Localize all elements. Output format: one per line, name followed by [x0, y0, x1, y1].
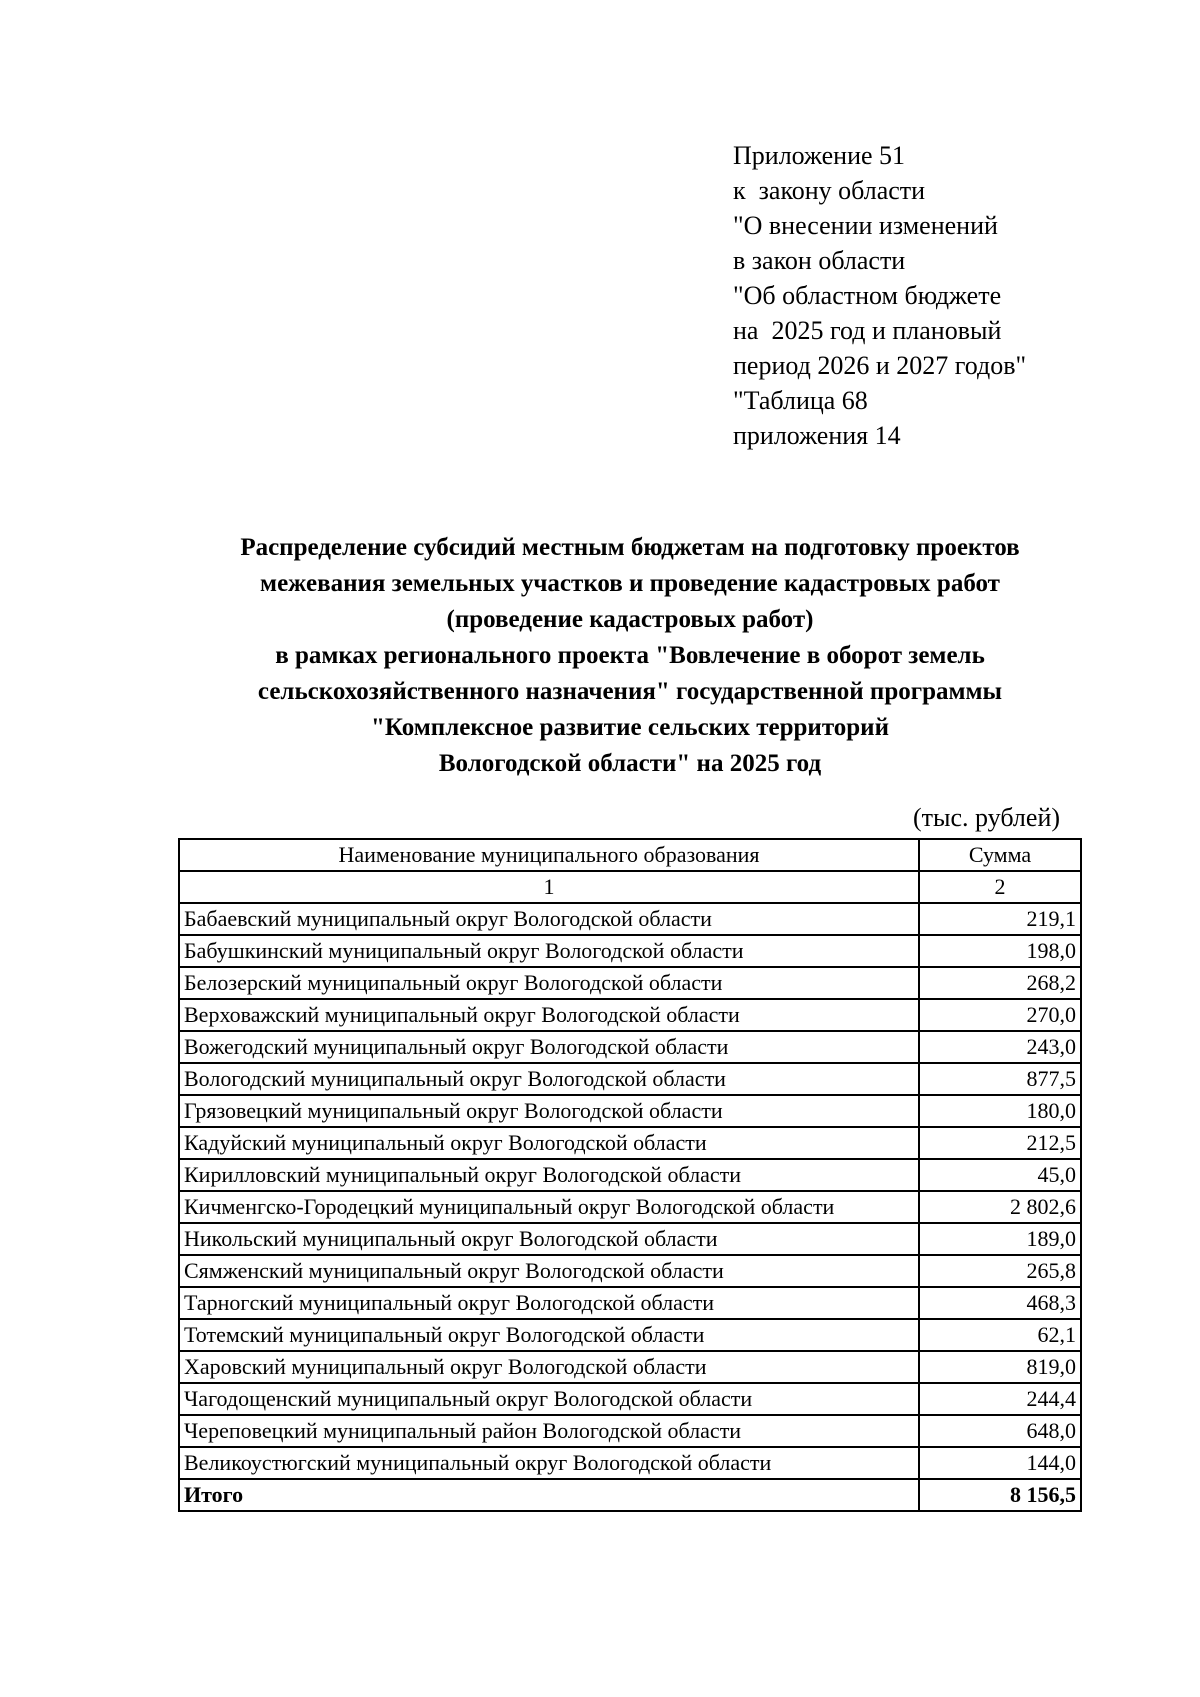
- appendix-line: приложения 14: [733, 421, 901, 450]
- row-sum: 877,5: [919, 1063, 1081, 1095]
- appendix-line: "Таблица 68: [733, 386, 868, 415]
- title-line: в рамках регионального проекта "Вовлечение в оборот земель: [275, 642, 985, 669]
- row-sum: 243,0: [919, 1031, 1081, 1063]
- title-line: Вологодской области" на 2025 год: [438, 750, 822, 777]
- table-row: [179, 1383, 1081, 1415]
- appendix-line: Приложение 51: [733, 141, 906, 170]
- row-sum: 212,5: [919, 1127, 1081, 1159]
- table-row: [179, 1095, 1081, 1127]
- total-label: Итого: [179, 1479, 919, 1511]
- row-name: Великоустюгский муниципальный округ Вологодской области: [179, 1447, 919, 1479]
- table-row: [179, 967, 1081, 999]
- row-sum: 144,0: [919, 1447, 1081, 1479]
- table-row: [179, 903, 1081, 935]
- table-row: [179, 1351, 1081, 1383]
- table-row: [179, 1063, 1081, 1095]
- appendix-line: "Об областном бюджете: [733, 281, 1002, 310]
- table-row: [179, 1319, 1081, 1351]
- appendix-line: период 2026 и 2027 годов": [733, 351, 1027, 380]
- row-name: Кирилловский муниципальный округ Вологодской области: [179, 1159, 919, 1191]
- row-sum: 268,2: [919, 967, 1081, 999]
- row-name: Харовский муниципальный округ Вологодской области: [179, 1351, 919, 1383]
- table-row: [179, 1159, 1081, 1191]
- row-sum: 180,0: [919, 1095, 1081, 1127]
- table-row: [179, 935, 1081, 967]
- row-name: Тарногский муниципальный округ Вологодской области: [179, 1287, 919, 1319]
- table-row: [179, 1031, 1081, 1063]
- row-name: Вологодский муниципальный округ Вологодской области: [179, 1063, 919, 1095]
- row-name: Никольский муниципальный округ Вологодской области: [179, 1223, 919, 1255]
- column-number-row: [179, 871, 1081, 903]
- appendix-line: к закону области: [733, 176, 926, 205]
- row-sum: 270,0: [919, 999, 1081, 1031]
- document-title: [100, 530, 1160, 782]
- table-row: [179, 1287, 1081, 1319]
- row-sum: 219,1: [919, 903, 1081, 935]
- total-sum: 8 156,5: [919, 1479, 1081, 1511]
- appendix-line: в закон области: [733, 246, 906, 275]
- total-row: [179, 1479, 1081, 1511]
- title-line: "Комплексное развитие сельских территорий: [370, 714, 889, 741]
- row-name: Верховажский муниципальный округ Вологодской области: [179, 999, 919, 1031]
- title-line: межевания земельных участков и проведение кадастровых работ: [260, 570, 1000, 597]
- table-row: [179, 1447, 1081, 1479]
- column-number-sum: 2: [919, 871, 1081, 903]
- row-name: Череповецкий муниципальный район Вологодской области: [179, 1415, 919, 1447]
- row-sum: 62,1: [919, 1319, 1081, 1351]
- header-name: Наименование муниципального образования: [179, 839, 919, 871]
- table-row: [179, 999, 1081, 1031]
- row-sum: 45,0: [919, 1159, 1081, 1191]
- row-name: Вожегодский муниципальный округ Вологодской области: [179, 1031, 919, 1063]
- row-sum: 265,8: [919, 1255, 1081, 1287]
- row-sum: 648,0: [919, 1415, 1081, 1447]
- units-label: (тыс. рублей): [913, 803, 1061, 832]
- table-row: [179, 1191, 1081, 1223]
- table-header-row: [179, 839, 1081, 871]
- column-number-name: 1: [179, 871, 919, 903]
- title-line: сельскохозяйственного назначения" государственной программы: [257, 678, 1003, 705]
- table-row: [179, 1255, 1081, 1287]
- row-name: Сямженский муниципальный округ Вологодской области: [179, 1255, 919, 1287]
- row-name: Бабаевский муниципальный округ Вологодской области: [179, 903, 919, 935]
- title-line: (проведение кадастровых работ): [446, 606, 814, 633]
- table-row: [179, 1223, 1081, 1255]
- row-sum: 819,0: [919, 1351, 1081, 1383]
- table-row: [179, 1127, 1081, 1159]
- subsidy-table: [178, 838, 1082, 1512]
- appendix-line: "О внесении изменений: [733, 211, 998, 240]
- title-line: Распределение субсидий местным бюджетам на подготовку проектов: [240, 534, 1020, 561]
- row-name: Кадуйский муниципальный округ Вологодской области: [179, 1127, 919, 1159]
- row-name: Чагодощенский муниципальный округ Вологодской области: [179, 1383, 919, 1415]
- row-sum: 198,0: [919, 935, 1081, 967]
- row-sum: 244,4: [919, 1383, 1081, 1415]
- row-name: Тотемский муниципальный округ Вологодской области: [179, 1319, 919, 1351]
- row-name: Грязовецкий муниципальный округ Вологодской области: [179, 1095, 919, 1127]
- row-name: Кичменгско-Городецкий муниципальный округ Вологодской области: [179, 1191, 919, 1223]
- header-sum: Сумма: [919, 839, 1081, 871]
- row-name: Белозерский муниципальный округ Вологодской области: [179, 967, 919, 999]
- table-row: [179, 1415, 1081, 1447]
- row-sum: 468,3: [919, 1287, 1081, 1319]
- row-sum: 2 802,6: [919, 1191, 1081, 1223]
- appendix-line: на 2025 год и плановый: [733, 316, 1002, 345]
- appendix-header: [733, 138, 1026, 453]
- row-name: Бабушкинский муниципальный округ Вологодской области: [179, 935, 919, 967]
- row-sum: 189,0: [919, 1223, 1081, 1255]
